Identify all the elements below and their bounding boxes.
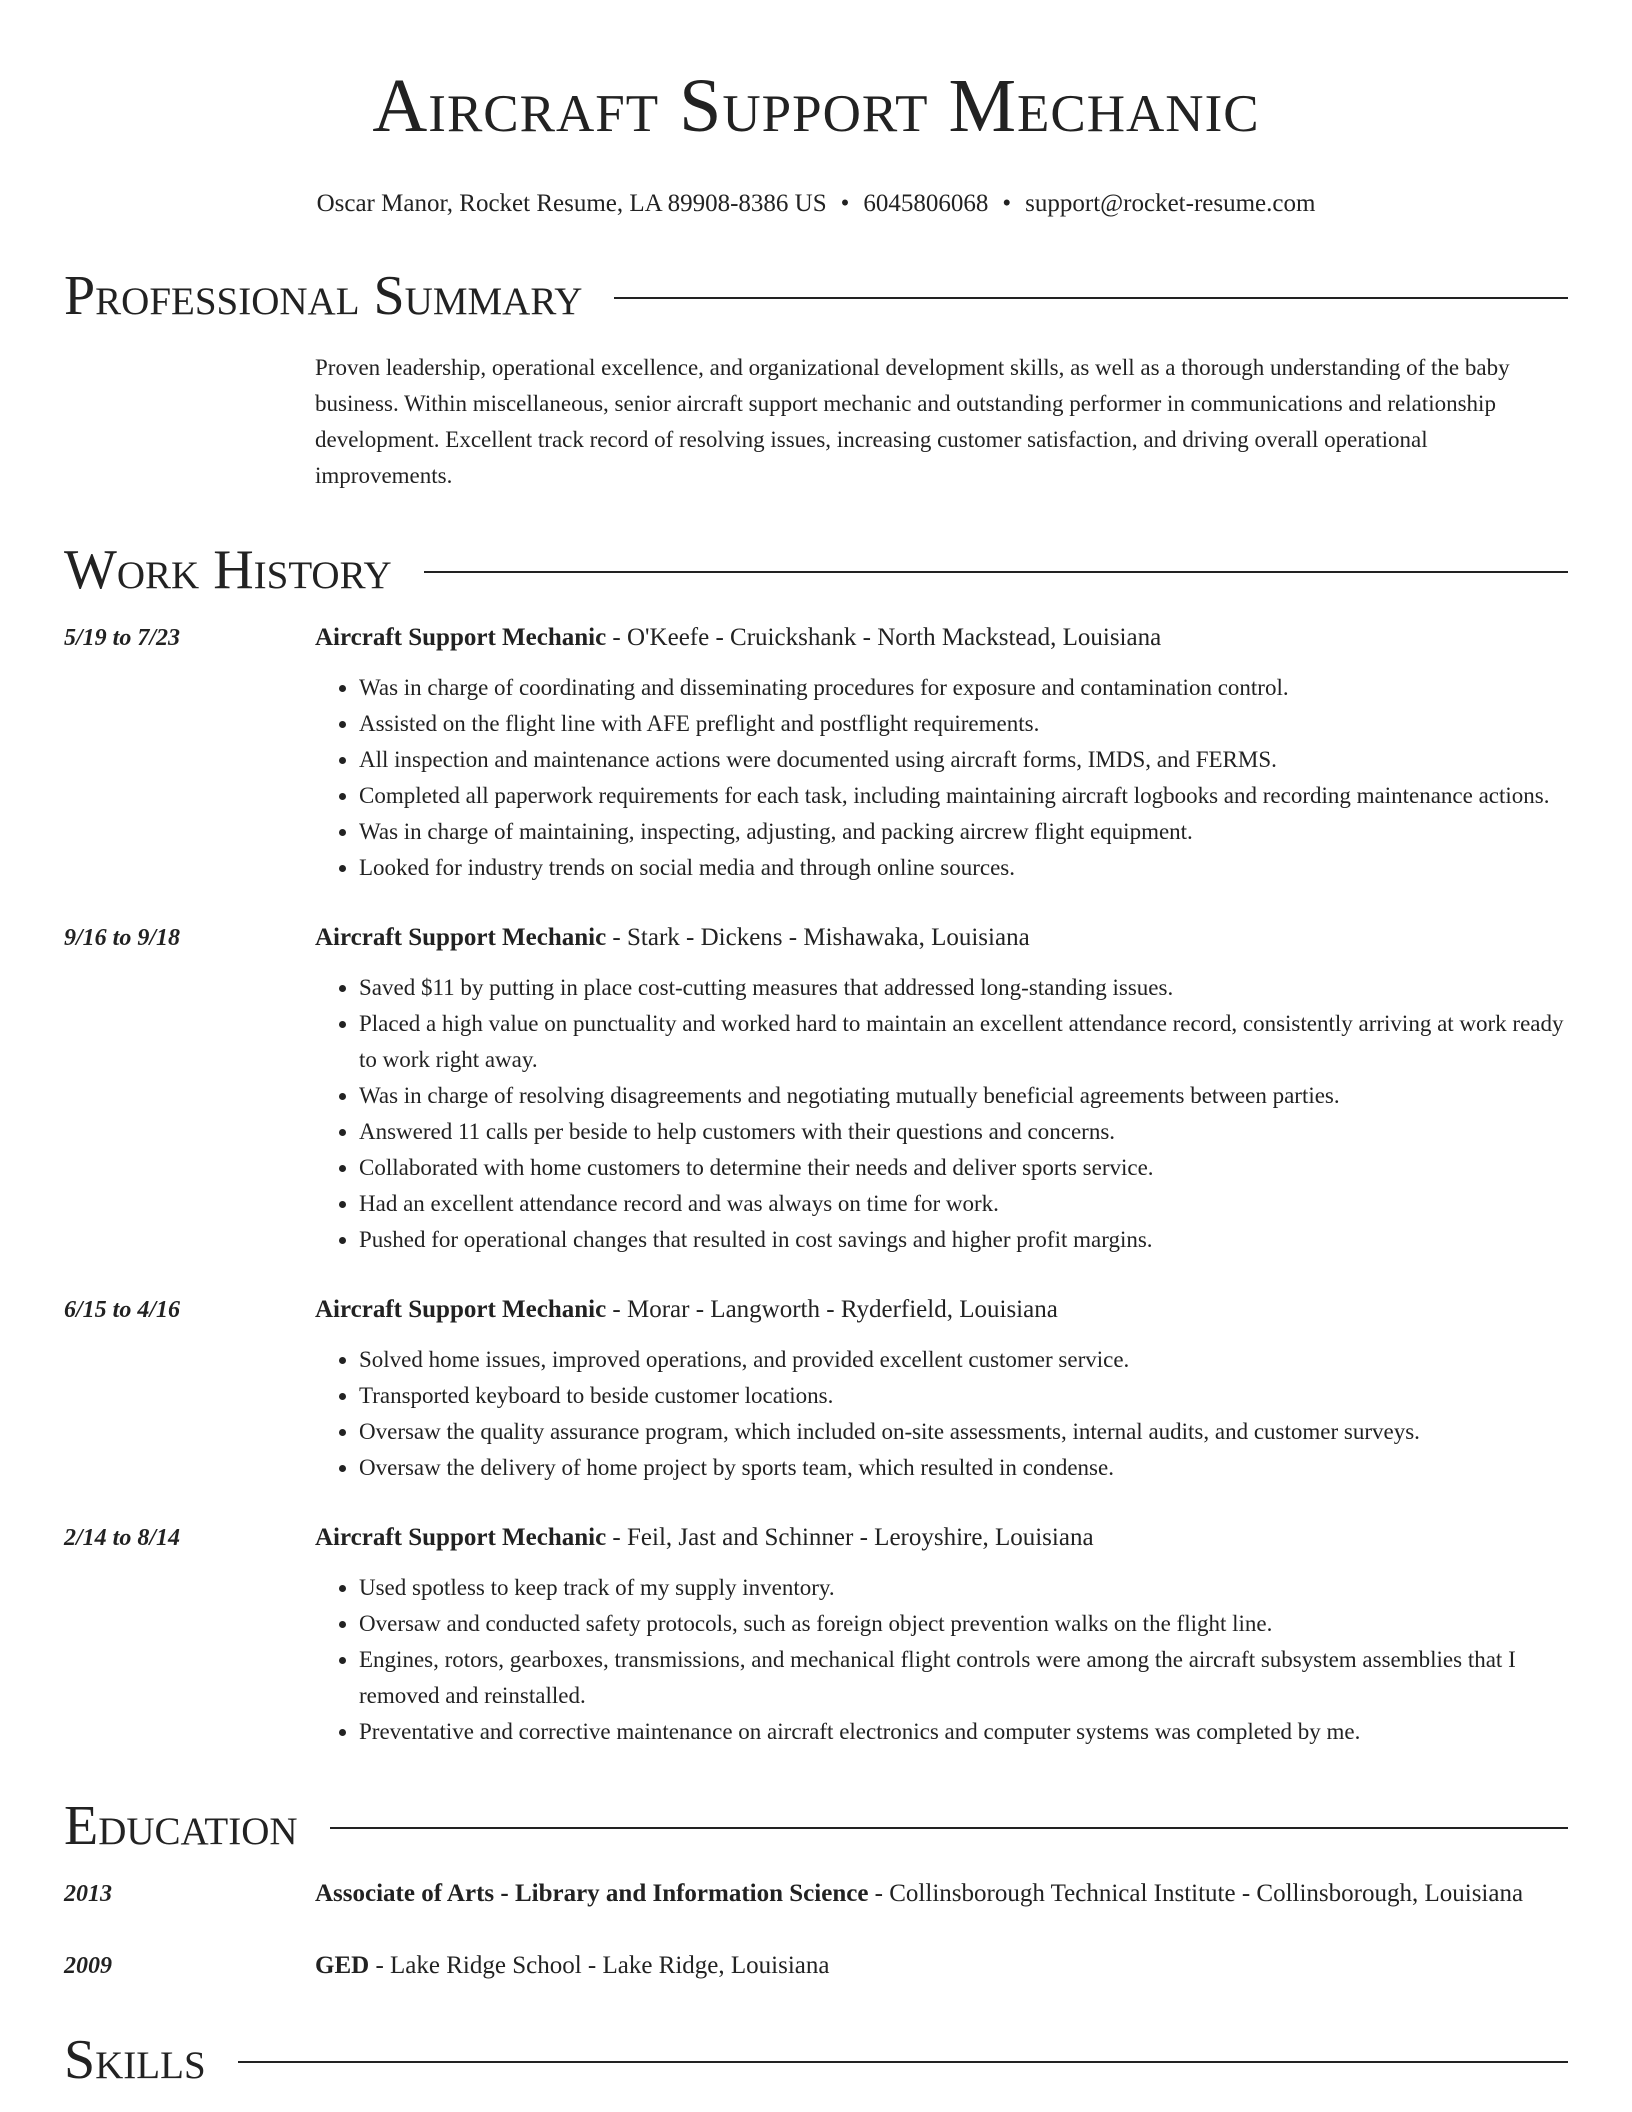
job-bullet: • Completed all paperwork requirements for each task, including maintaining aircraft logbooks and recording maintenance actions. <box>359 778 1568 814</box>
section-skills-title: Skills <box>64 2029 206 2091</box>
section-summary-header <box>64 264 1568 328</box>
job-details: - Morar - Langworth - Ryderfield, Louisiana <box>606 1296 1058 1323</box>
resume-name: Aircraft Support Mechanic <box>372 64 1260 148</box>
section-divider <box>238 2061 1568 2063</box>
contact-address: Oscar Manor, Rocket Resume, LA 89908-8386 US <box>316 190 827 217</box>
education-details: - Collinsborough Technical Institute - Collinsborough, Louisiana <box>868 1880 1524 1907</box>
education-year: 2009 <box>64 1953 112 1979</box>
job-details: - Stark - Dickens - Mishawaka, Louisiana <box>606 924 1030 951</box>
job-body <box>315 920 1568 1258</box>
education-year: 2013 <box>64 1881 112 1907</box>
job-bullet: • Looked for industry trends on social media and through online sources. <box>359 850 1568 886</box>
section-divider <box>424 571 1568 573</box>
section-work-title: Work History <box>64 539 392 601</box>
job-bullet: • Answered 11 calls per beside to help customers with their questions and concerns. <box>359 1114 1568 1150</box>
contact-line <box>64 188 1568 220</box>
job-details: - Feil, Jast and Schinner - Leroyshire, Louisiana <box>606 1524 1094 1551</box>
job-bullets <box>315 670 1568 886</box>
section-education-header <box>64 1794 1568 1858</box>
job-bullet: • Oversaw the quality assurance program, which included on-site assessments, internal audits, and customer surveys. <box>359 1414 1568 1450</box>
job-bullet: • Engines, rotors, gearboxes, transmissions, and mechanical flight controls were among the aircraft subsystem assemblies that I removed and reinstalled. <box>359 1642 1568 1714</box>
section-skills-header <box>64 2028 1568 2092</box>
job-entry <box>64 1520 1568 1750</box>
section-divider <box>330 1827 1568 1829</box>
job-bullet: • Oversaw the delivery of home project by sports team, which resulted in condense. <box>359 1450 1568 1486</box>
education-degree: GED <box>315 1952 370 1979</box>
job-bullet: • Used spotless to keep track of my supply inventory. <box>359 1570 1568 1606</box>
job-dates: 5/19 to 7/23 <box>64 625 181 651</box>
job-bullet: • Preventative and corrective maintenance on aircraft electronics and computer systems was completed by me. <box>359 1714 1568 1750</box>
contact-separator: • <box>1002 190 1012 217</box>
job-bullet: • Pushed for operational changes that resulted in cost savings and higher profit margins. <box>359 1222 1568 1258</box>
job-bullet: • Was in charge of coordinating and disseminating procedures for exposure and contamination control. <box>359 670 1568 706</box>
job-body <box>315 1292 1568 1486</box>
job-title: Aircraft Support Mechanic <box>315 924 607 951</box>
job-bullet: • All inspection and maintenance actions were documented using aircraft forms, IMDS, and FERMS. <box>359 742 1568 778</box>
job-bullets <box>315 1570 1568 1750</box>
job-body <box>315 620 1568 886</box>
education-body <box>315 1948 1568 1984</box>
job-details: - O'Keefe - Cruickshank - North Mackstead, Louisiana <box>606 624 1162 651</box>
section-divider <box>614 297 1568 299</box>
job-heading <box>315 1292 1568 1328</box>
job-dates: 2/14 to 8/14 <box>64 1525 181 1551</box>
job-bullet: • Transported keyboard to beside customer locations. <box>359 1378 1568 1414</box>
job-heading <box>315 1520 1568 1556</box>
education-details: - Lake Ridge School - Lake Ridge, Louisiana <box>369 1952 830 1979</box>
job-bullet: • Had an excellent attendance record and was always on time for work. <box>359 1186 1568 1222</box>
section-education-title: Education <box>64 1795 298 1857</box>
education-heading <box>315 1876 1568 1912</box>
job-heading <box>315 620 1568 656</box>
education-body <box>315 1876 1568 1912</box>
job-bullets <box>315 1342 1568 1486</box>
education-list <box>64 1876 1568 1984</box>
job-bullet: • Oversaw and conducted safety protocols, such as foreign object prevention walks on the flight line. <box>359 1606 1568 1642</box>
job-bullet: • Solved home issues, improved operations, and provided excellent customer service. <box>359 1342 1568 1378</box>
education-degree: Associate of Arts - Library and Information Science <box>315 1880 869 1907</box>
job-title: Aircraft Support Mechanic <box>315 1524 607 1551</box>
job-bullet: • Placed a high value on punctuality and worked hard to maintain an excellent attendance record, consistently arriving at work ready to work right away. <box>359 1006 1568 1078</box>
job-bullets <box>315 970 1568 1258</box>
job-body <box>315 1520 1568 1750</box>
job-dates: 9/16 to 9/18 <box>64 925 181 951</box>
education-entry <box>64 1948 1568 1984</box>
section-summary-title: Professional Summary <box>64 265 583 327</box>
section-work-header <box>64 538 1568 602</box>
job-dates: 6/15 to 4/16 <box>64 1297 181 1323</box>
job-entry <box>64 620 1568 886</box>
contact-phone: 6045806068 <box>863 190 989 217</box>
job-title: Aircraft Support Mechanic <box>315 1296 607 1323</box>
job-bullet: • Saved $11 by putting in place cost-cutting measures that addressed long-standing issues. <box>359 970 1568 1006</box>
job-bullet: • Assisted on the flight line with AFE preflight and postflight requirements. <box>359 706 1568 742</box>
education-entry <box>64 1876 1568 1912</box>
work-history-list <box>64 620 1568 1750</box>
job-bullet: • Was in charge of maintaining, inspecting, adjusting, and packing aircrew flight equipment. <box>359 814 1568 850</box>
summary-text: Proven leadership, operational excellence, and organizational development skills, as well as a thorough understanding of the baby business. Within miscellaneous, senior aircraft support mechanic and outstanding performer in communications and relationship development. Excellent track record of resolving issues, increasing customer satisfaction, and driving overall operational improvements. <box>315 355 1510 488</box>
contact-email: support@rocket-resume.com <box>1025 190 1316 217</box>
job-heading <box>315 920 1568 956</box>
job-bullet: • Collaborated with home customers to determine their needs and deliver sports service. <box>359 1150 1568 1186</box>
job-title: Aircraft Support Mechanic <box>315 624 607 651</box>
job-entry <box>64 920 1568 1258</box>
job-bullet: • Was in charge of resolving disagreements and negotiating mutually beneficial agreements between parties. <box>359 1078 1568 1114</box>
education-heading <box>315 1948 1568 1984</box>
job-entry <box>64 1292 1568 1486</box>
contact-separator: • <box>840 190 850 217</box>
